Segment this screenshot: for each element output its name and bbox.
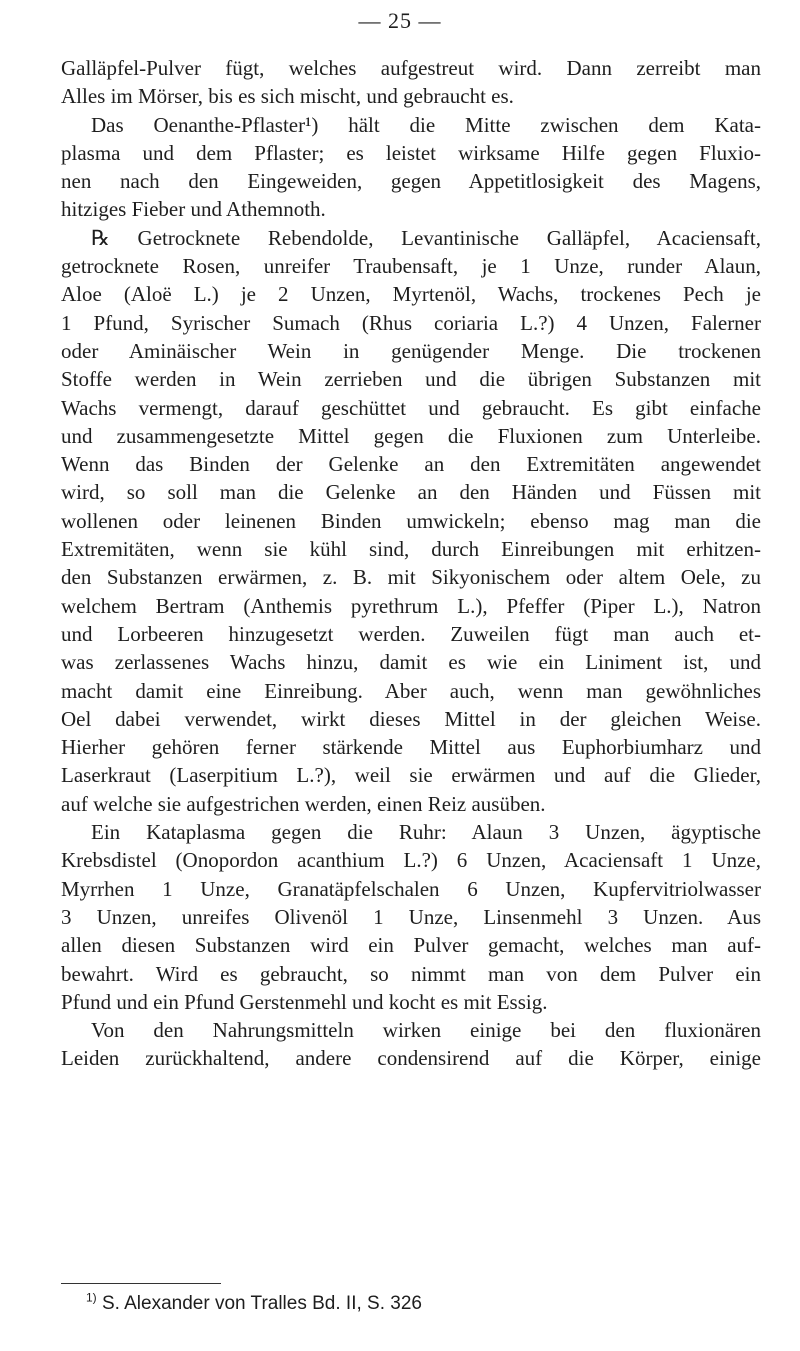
footnote	[86, 1291, 422, 1317]
text-line: Aloe (Aloë L.) je 2 Unzen, Myrtenöl, Wachs, trockenes Pech je	[61, 282, 761, 307]
text-line: auf welche sie aufgestrichen werden, einen Reiz ausüben.	[61, 791, 546, 816]
text-line: oder Aminäischer Wein in genügender Menge. Die trockenen	[61, 338, 761, 363]
text-line: nen nach den Eingeweiden, gegen Appetitlosigkeit des Magens,	[61, 169, 761, 194]
text-line: Das Oenanthe-Pflaster¹) hält die Mitte zwischen dem Kata-	[91, 112, 761, 137]
text-line: Krebsdistel (Onopordon acanthium L.?) 6 Unzen, Acaciensaft 1 Unze,	[61, 848, 761, 873]
text-line: Leiden zurückhaltend, andere condensirend auf die Körper, einige	[61, 1046, 761, 1071]
text-line: Ein Kataplasma gegen die Ruhr: Alaun 3 Unzen, ägyptische	[91, 820, 761, 845]
text-line: Oel dabei verwendet, wirkt dieses Mittel in der gleichen Weise.	[61, 706, 761, 731]
footnote-separator	[61, 1283, 221, 1284]
text-line: Extremitäten, wenn sie kühl sind, durch Einreibungen mit erhitzen-	[61, 537, 761, 562]
text-line: bewahrt. Wird es gebraucht, so nimmt man von dem Pulver ein	[61, 961, 761, 986]
text-line: Galläpfel-Pulver fügt, welches aufgestreut wird. Dann zerreibt man	[61, 56, 761, 80]
text-line: Alles im Mörser, bis es sich mischt, und gebraucht es.	[61, 84, 514, 109]
text-line: hitziges Fieber und Athemnoth.	[61, 197, 326, 222]
page-number: — 25 —	[358, 8, 442, 33]
text-line: plasma und dem Pflaster; es leistet wirksame Hilfe gegen Fluxio-	[61, 140, 761, 165]
text-line: Myrrhen 1 Unze, Granatäpfelschalen 6 Unzen, Kupfervitriolwasser	[61, 876, 761, 901]
footnote-marker: 1)	[86, 1290, 97, 1305]
text-line: den Substanzen erwärmen, z. B. mit Sikyonischem oder altem Oele, zu	[61, 565, 761, 590]
text-line: was zerlassenes Wachs hinzu, damit es wie ein Liniment ist, und	[61, 650, 761, 675]
text-line: Stoffe werden in Wein zerrieben und die übrigen Substanzen mit	[61, 367, 761, 392]
text-line: und zusammengesetzte Mittel gegen die Fluxionen zum Unterleibe.	[61, 423, 761, 448]
text-line: ℞ Getrocknete Rebendolde, Levantinische Galläpfel, Acaciensaft,	[91, 225, 761, 250]
text-line: welchem Bertram (Anthemis pyrethrum L.), Pfeffer (Piper L.), Natron	[61, 593, 761, 618]
text-line: und Lorbeeren hinzugesetzt werden. Zuweilen fügt man auch et-	[61, 621, 761, 646]
text-line: getrocknete Rosen, unreifer Traubensaft, je 1 Unze, runder Alaun,	[61, 254, 761, 279]
text-line: macht damit eine Einreibung. Aber auch, wenn man gewöhnliches	[61, 678, 761, 703]
text-line: wird, so soll man die Gelenke an den Händen und Füssen mit	[61, 480, 761, 505]
text-line: 1 Pfund, Syrischer Sumach (Rhus coriaria L.?) 4 Unzen, Falerner	[61, 310, 761, 335]
body-text	[61, 54, 761, 1073]
text-line: Laserkraut (Laserpitium L.?), weil sie erwärmen und auf die Glieder,	[61, 763, 761, 788]
text-line: Wenn das Binden der Gelenke an den Extremitäten angewendet	[61, 452, 761, 477]
text-line: Von den Nahrungsmitteln wirken einige bei den fluxionären	[91, 1018, 761, 1043]
text-line: Hierher gehören ferner stärkende Mittel aus Euphorbiumharz und	[61, 735, 761, 760]
text-line: Pfund und ein Pfund Gerstenmehl und kocht es mit Essig.	[61, 989, 548, 1014]
footnote-text: S. Alexander von Tralles Bd. II, S. 326	[96, 1293, 422, 1314]
text-line: 3 Unzen, unreifes Olivenöl 1 Unze, Linsenmehl 3 Unzen. Aus	[61, 904, 761, 929]
text-line: allen diesen Substanzen wird ein Pulver gemacht, welches man auf-	[61, 933, 761, 958]
text-line: Wachs vermengt, darauf geschüttet und gebraucht. Es gibt einfache	[61, 395, 761, 420]
text-line: wollenen oder leinenen Binden umwickeln; ebenso mag man die	[61, 508, 761, 533]
